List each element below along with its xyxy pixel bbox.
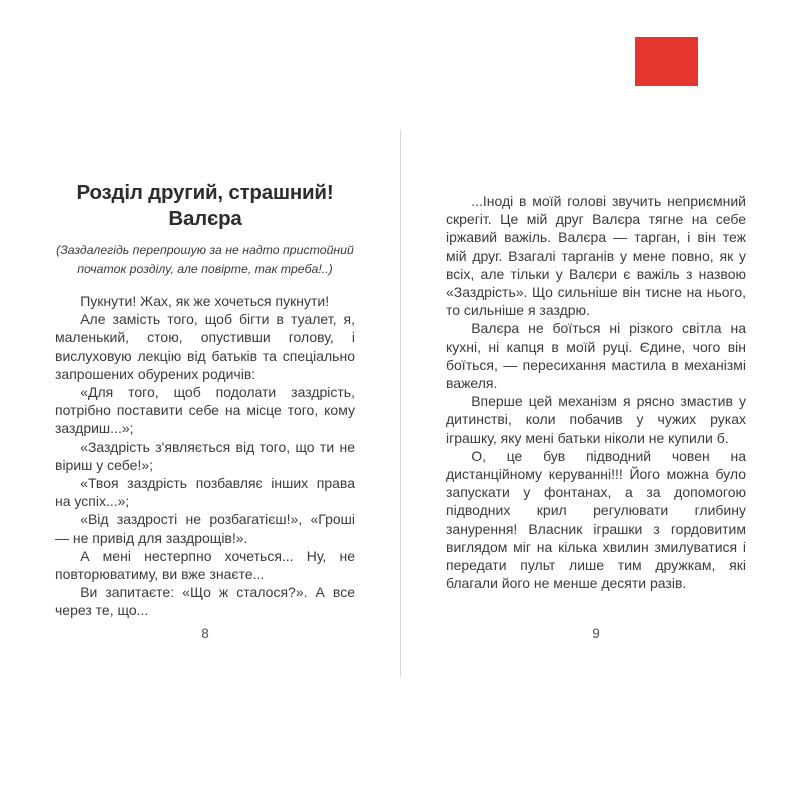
bookmark-tab[interactable]: [635, 37, 698, 86]
paragraph: Ви запитаєте: «Що ж сталося?». А все через те, що...: [55, 584, 355, 619]
paragraph: Але замість того, щоб бігти в туалет, я, маленький, стою, опустивши голову, і вислуховую лекцію від батьків та спеціально запрошених обурених родичів:: [55, 311, 355, 382]
paragraph: А мені нестерпно хочеться... Ну, не повторюватиму, ви вже знаєте...: [55, 547, 355, 583]
chapter-subtitle-line2: початок розділу, але повірте, так треба!..): [77, 262, 333, 276]
paragraph: О, це був підводний човен на дистанційному керуванні!!! Його можна було запускати у фонтанах, а за допомогою підводних крил регулювати глибину занурення! Власник іграшки з гордовитим виглядом міг на кілька хвилин змилуватися і передати пульт лише тим дружкам, які благали його не менше десяти разів.: [446, 447, 746, 592]
paragraph: «Твоя заздрість позбавляє інших права на успіх...»;: [55, 475, 355, 510]
page-divider: [400, 130, 401, 677]
right-page: [446, 192, 746, 592]
left-page: [55, 180, 355, 620]
right-page-body: [446, 192, 746, 592]
paragraph: Вперше цей механізм я рясно змастив у дитинстві, коли побачив у чужих руках іграшку, яку мені батьки ніколи не купили б.: [446, 393, 746, 446]
chapter-title-line2: Валєра: [168, 207, 242, 230]
paragraph: ...Іноді в моїй голові звучить неприємний скрегіт. Це мій друг Валєра тягне на себе іржавий важіль. Валєра — тарган, і він теж мій друг. Взагалі тарганів у мене повно, як у всіх, але тільки у Валєри є важіль з назвою «Заздрість». Що сильніше він тисне на нього, то сильніше я заздрю.: [446, 193, 746, 319]
chapter-subtitle-line1: (Заздалегідь перепрошую за не надто пристойний: [56, 243, 354, 257]
chapter-subtitle: [55, 241, 355, 279]
chapter-title-line1: Розділ другий, страшний!: [76, 181, 334, 204]
page-number-right: 9: [592, 626, 600, 641]
paragraph: Валєра не боїться ні різкого світла на кухні, ні капця в моїй руці. Єдине, чого він боїться, — пересихання мастила в механізмі важеля.: [446, 320, 746, 392]
chapter-title: [55, 180, 355, 232]
paragraph: «Від заздрості не розбагатієш!», «Гроші — не привід для заздрощів!».: [55, 511, 355, 546]
left-page-body: [55, 292, 355, 620]
paragraph: Пукнути! Жах, як же хочеться пукнути!: [80, 293, 330, 309]
paragraph: «Заздрість з'являється від того, що ти не віриш у себе!»;: [55, 438, 355, 473]
paragraph: «Для того, щоб подолати заздрість, потрібно поставити себе на місце того, кому заздриш...»;: [55, 384, 355, 437]
page-number-left: 8: [201, 626, 209, 641]
